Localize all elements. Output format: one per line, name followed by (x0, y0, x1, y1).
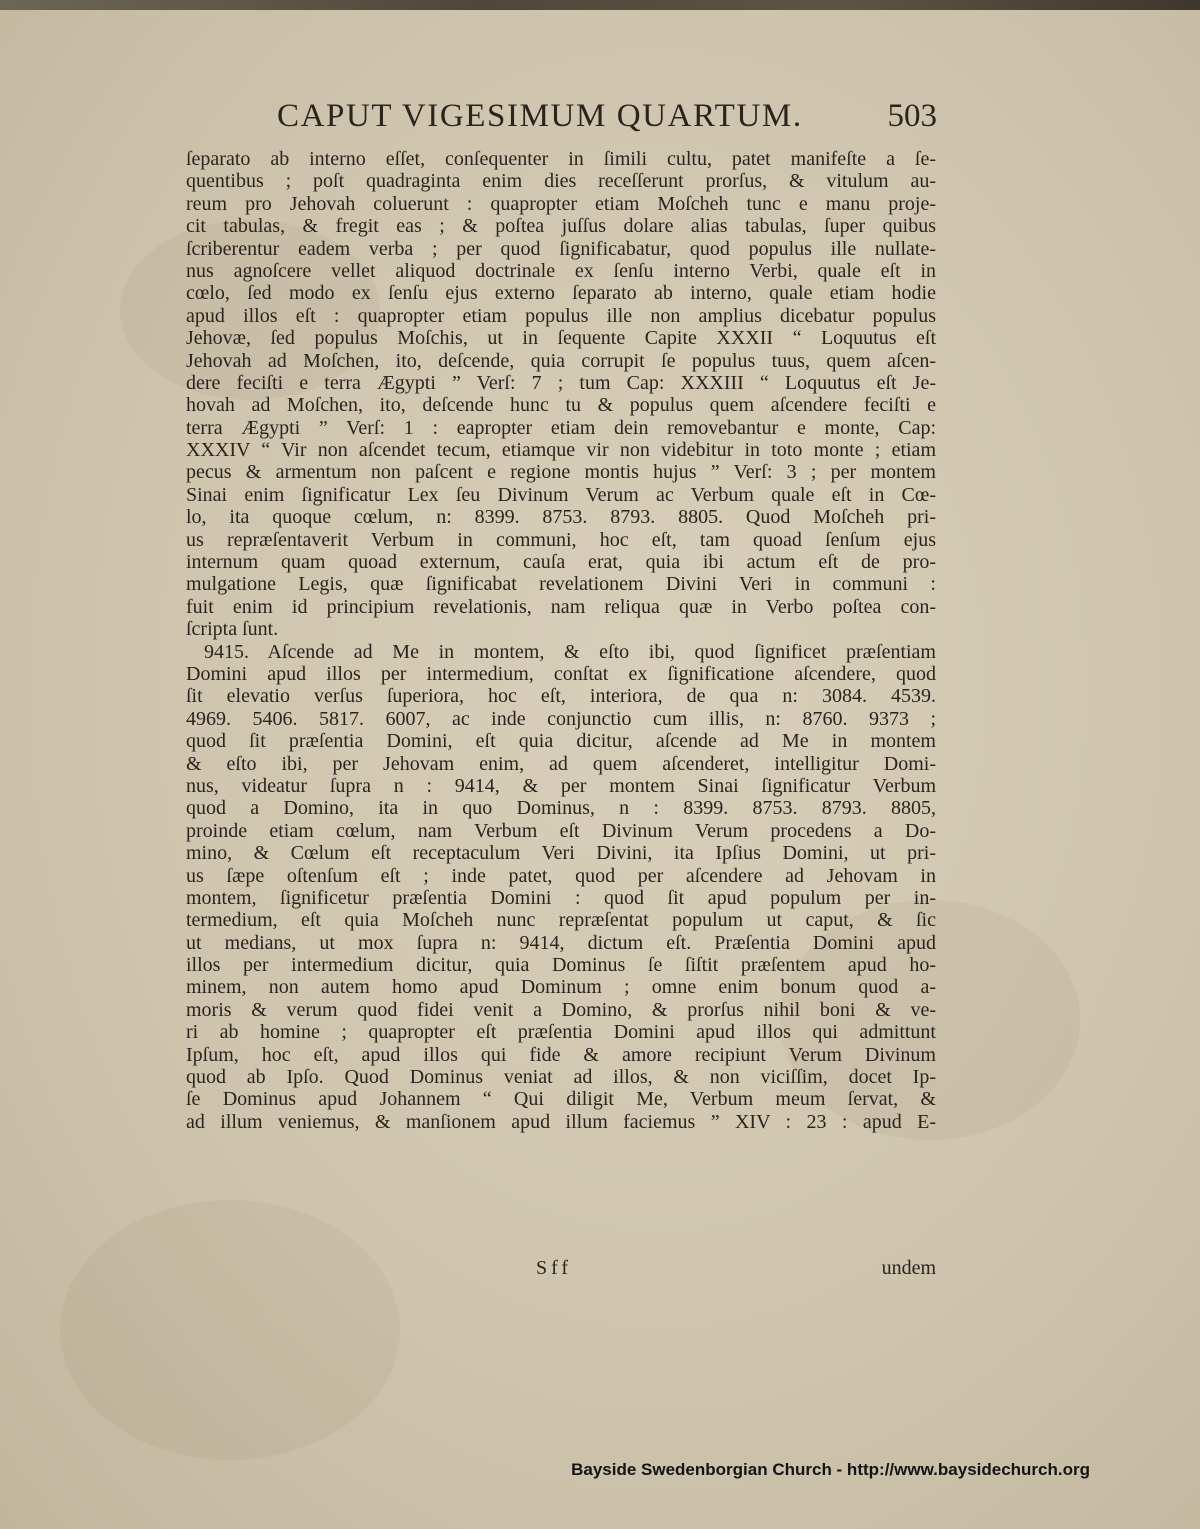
text-line: reum pro Jehovah coluerunt : quapropter etiam Moſcheh tunc e manu proje- (186, 192, 936, 215)
running-title: CAPUT VIGESIMUM QUARTUM. (277, 98, 803, 134)
text-line: apud illos eſt : quapropter etiam populus ille non amplius dicebatur populus (186, 304, 936, 327)
page-number: 503 (887, 98, 937, 134)
text-line: 4969. 5406. 5817. 6007, ac inde conjunctio cum illis, n: 8760. 9373 ; (186, 707, 936, 730)
text-line: dere feciſti e terra Ægypti ” Verſ: 7 ; tum Cap: XXXIII “ Loquutus eſt Je- (186, 371, 936, 394)
text-line: & eſto ibi, per Jehovam enim, ad quem aſcenderet, intelligitur Domi- (186, 752, 936, 775)
text-line: ſe Dominus apud Johannem “ Qui diligit Me, Verbum meum ſervat, & (186, 1088, 936, 1111)
text-line: nus, videatur ſupra n : 9414, & per montem Sinai ſignificatur Verbum (186, 774, 936, 797)
text-line: lo, ita quoque cœlum, n: 8399. 8753. 8793. 8805. Quod Moſcheh pri- (186, 506, 936, 529)
text-line: terra Ægypti ” Verſ: 1 : eapropter etiam dein removebantur e monte, Cap: (186, 416, 936, 439)
text-line: termedium, eſt quia Moſcheh nunc repræſentat populum ut caput, & ſic (186, 909, 936, 932)
text-line: quod ab Ipſo. Quod Dominus veniat ad illos, & non viciſſim, docet Ip- (186, 1066, 936, 1089)
body-text (186, 148, 936, 1133)
text-line: quod a Domino, ita in quo Dominus, n : 8399. 8753. 8793. 8805, (186, 797, 936, 820)
text-line: cœlo, ſed modo ex ſenſu ejus externo ſeparato ab interno, quale etiam hodie (186, 282, 936, 305)
text-line: fuit enim id principium revelationis, nam reliqua quæ in Verbo poſtea con- (186, 595, 936, 618)
text-line: ri ab homine ; quapropter eſt præſentia Domini apud illos qui admittunt (186, 1021, 936, 1044)
paper-stain (60, 1200, 400, 1460)
text-line: XXXIV “ Vir non aſcendet tecum, etiamque vir non videbitur in toto monte ; etiam (186, 439, 936, 462)
text-line: mino, & Cœlum eſt receptaculum Veri Divini, ita Ipſius Domini, ut pri- (186, 842, 936, 865)
site-watermark: Bayside Swedenborgian Church - http://www.baysidechurch.org (571, 1460, 1090, 1479)
text-line: ſcripta ſunt. (186, 618, 279, 641)
page-header (277, 98, 937, 144)
text-line: us ſæpe oſtenſum eſt ; inde patet, quod per aſcendere ad Jehovam in (186, 864, 936, 887)
text-line: ſit elevatio verſus ſuperiora, hoc eſt, interiora, de qua n: 3084. 4539. (186, 685, 936, 708)
text-line: Ipſum, hoc eſt, apud illos qui fide & amore recipiunt Verum Divinum (186, 1043, 936, 1066)
text-line: minem, non autem homo apud Dominum ; omne enim bonum quod a- (186, 976, 936, 999)
text-line: ut medians, ut mox ſupra n: 9414, dictum eſt. Præſentia Domini apud (186, 931, 936, 954)
text-line: Domini apud illos per intermedium, conſtat ex ſignificatione aſcendere, quod (186, 662, 936, 685)
text-line: quentibus ; poſt quadraginta enim dies receſſerunt prorſus, & vitulum au- (186, 170, 936, 193)
text-line: Jehovah ad Moſchen, ito, deſcende, quia corrupit ſe populus tuus, quem aſcen- (186, 349, 936, 372)
signature-mark: Sff (536, 1257, 573, 1279)
text-line: us repræſentaverit Verbum in communi, hoc eſt, tam quoad ſenſum ejus (186, 528, 936, 551)
text-line: mulgatione Legis, quæ ſignificabat revelationem Divini Veri in communi : (186, 573, 936, 596)
text-line: cit tabulas, & fregit eas ; & poſtea juſſus dolare alias tabulas, ſuper quibus (186, 215, 936, 238)
text-line: quod ſit præſentia Domini, eſt quia dicitur, aſcende ad Me in montem (186, 730, 936, 753)
text-line: montem, ſignificetur præſentia Domini : quod ſit apud populum per in- (186, 886, 936, 909)
text-line: hovah ad Moſchen, ito, deſcende hunc tu & populus quem aſcendere feciſti e (186, 394, 936, 417)
text-line: ad illum veniemus, & manſionem apud illum faciemus ” XIV : 23 : apud E- (186, 1110, 936, 1133)
text-line: proinde etiam cœlum, nam Verbum eſt Divinum Verum procedens a Do- (186, 819, 936, 842)
paragraph-9415-start: 9415. Aſcende ad Me in montem, & eſto ibi, quod ſignificet præſentiam (204, 640, 936, 663)
text-line: ſeparato ab interno eſſet, conſequenter in ſimili cultu, patet manifeſte a ſe- (186, 148, 936, 170)
text-line: Jehovæ, ſed populus Moſchis, ut in ſequente Capite XXXII “ Loquutus eſt (186, 327, 936, 350)
text-line: nus agnoſcere vellet aliquod doctrinale ex ſenſu interno Verbi, quale eſt in (186, 259, 936, 282)
text-line: internum quam quoad externum, cauſa erat, quia ibi actum eſt de pro- (186, 551, 936, 574)
text-line: ſcriberentur eadem verba ; per quod ſignificabatur, quod populus ille nullate- (186, 237, 936, 260)
text-line: pecus & armentum non paſcent e regione montis hujus ” Verſ: 3 ; per montem (186, 461, 936, 484)
text-line: moris & verum quod fidei venit a Domino, & prorſus nihil boni & ve- (186, 998, 936, 1021)
book-edge (0, 0, 1200, 10)
text-line: Sinai enim ſignificatur Lex ſeu Divinum Verum ac Verbum quale eſt in Cœ- (186, 483, 936, 506)
text-line: illos per intermedium dicitur, quia Dominus ſe ſiſtit præſentem apud ho- (186, 954, 936, 977)
catchword: undem (881, 1257, 936, 1279)
